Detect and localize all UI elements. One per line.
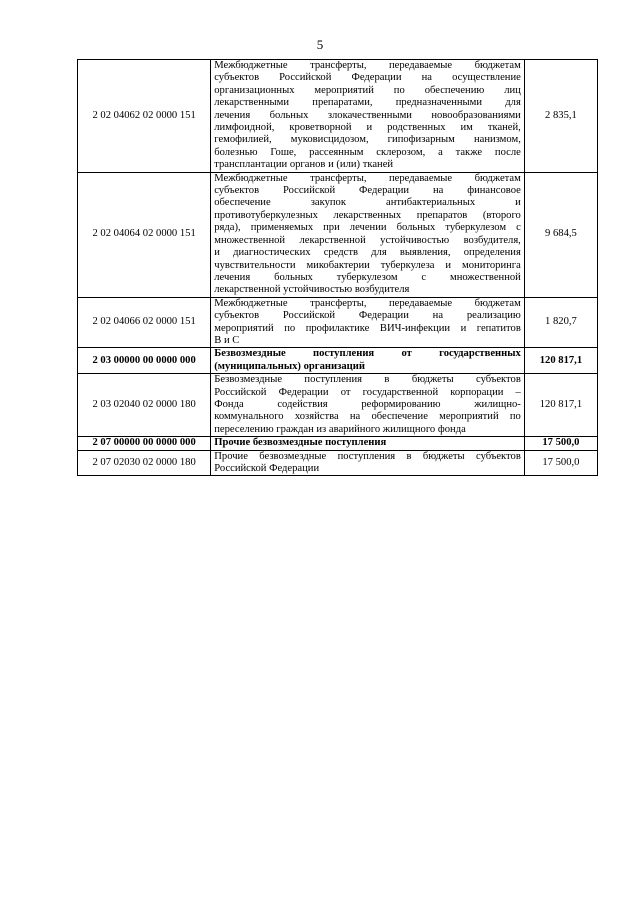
description-line: лимфоидной, кроветворной и родственных им тканей, <box>214 122 521 134</box>
description-line: субъектов Российской Федерации на реализацию <box>214 310 521 322</box>
description-line: ряда), применяемых при лечении больных туберкулезом с <box>214 222 521 234</box>
description-cell <box>211 450 525 476</box>
table-row <box>78 437 598 450</box>
description-line: коммунального хозяйства на обеспечение мероприятий по <box>214 411 521 423</box>
amount-cell: 2 835,1 <box>524 60 597 173</box>
budget-code-cell: 2 02 04064 02 0000 151 <box>78 172 211 297</box>
description-line: организационных мероприятий по обеспечению лиц <box>214 84 521 96</box>
description-line: лекарственными препаратами, предназначенными для <box>214 97 521 109</box>
budget-table <box>77 59 598 476</box>
description-line: Межбюджетные трансферты, передаваемые бюджетам <box>214 172 521 184</box>
description-line: трансплантации органов и (или) тканей <box>214 159 394 171</box>
budget-code-cell: 2 07 02030 02 0000 180 <box>78 450 211 476</box>
description-line: множественной лекарственной устойчивостью возбудителя, <box>214 234 521 246</box>
budget-code-cell: 2 02 04066 02 0000 151 <box>78 297 211 348</box>
amount-cell: 120 817,1 <box>524 374 597 437</box>
description-cell <box>211 348 525 374</box>
table-row <box>78 348 598 374</box>
description-line: Российской Федерации от государственной корпорации – <box>214 386 521 398</box>
amount-cell: 17 500,0 <box>524 450 597 476</box>
budget-code-cell: 2 02 04062 02 0000 151 <box>78 60 211 173</box>
page-number: 5 <box>316 37 324 52</box>
description-line: Российской Федерации <box>214 463 320 474</box>
description-line: гемофилией, муковисцидозом, гипофизарным нанизмом, <box>214 134 521 146</box>
budget-code-cell: 2 07 00000 00 0000 000 <box>78 437 211 450</box>
description-line: Межбюджетные трансферты, передаваемые бюджетам <box>214 297 521 309</box>
description-line: переселению граждан из аварийного жилищного фонда <box>214 423 466 435</box>
description-line: субъектов Российской Федерации на финансовое <box>214 185 521 197</box>
description-cell <box>211 172 525 297</box>
description-line: Прочие безвозмездные поступления в бюджеты субъектов <box>214 450 521 462</box>
description-line: Межбюджетные трансферты, передаваемые бюджетам <box>214 60 521 71</box>
description-line: болезнью Гоше, рассеянным склерозом, а также после <box>214 146 521 158</box>
amount-cell: 1 820,7 <box>524 297 597 348</box>
amount-cell: 9 684,5 <box>524 172 597 297</box>
description-line: обеспечение закупок антибактериальных и <box>214 197 521 209</box>
amount-cell: 17 500,0 <box>524 437 597 450</box>
amount-cell: 120 817,1 <box>524 348 597 374</box>
description-line: (муниципальных) организаций <box>214 360 365 372</box>
description-line: мероприятий по профилактике ВИЧ-инфекции и гепатитов <box>214 322 521 334</box>
table-row <box>78 297 598 348</box>
table-row <box>78 450 598 476</box>
description-line: субъектов Российской Федерации на осуществление <box>214 72 521 84</box>
table-row <box>78 172 598 297</box>
description-cell <box>211 60 525 173</box>
budget-code-cell: 2 03 02040 02 0000 180 <box>78 374 211 437</box>
description-cell <box>211 297 525 348</box>
table-row <box>78 374 598 437</box>
description-line: Прочие безвозмездные поступления <box>214 437 387 449</box>
description-line: В и С <box>214 334 240 346</box>
description-line: Безвозмездные поступления в бюджеты субъектов <box>214 374 521 386</box>
description-cell <box>211 437 525 450</box>
table-row <box>78 60 598 173</box>
budget-code-cell: 2 03 00000 00 0000 000 <box>78 348 211 374</box>
description-cell <box>211 374 525 437</box>
description-line: лечения больных туберкулезом с множественной <box>214 271 521 283</box>
description-line: лечения больных злокачественными новообразованиями <box>214 109 521 121</box>
description-line: чувствительности микобактерии туберкулеза и мониторинга <box>214 259 521 271</box>
description-line: противотуберкулезных лекарственных препаратов (второго <box>214 209 521 221</box>
description-line: лекарственной устойчивостью возбудителя <box>214 284 410 296</box>
description-line: и диагностических средств для выявления, определения <box>214 247 521 259</box>
description-line: Фонда содействия реформированию жилищно- <box>214 398 521 410</box>
description-line: Безвозмездные поступления от государственных <box>214 348 521 360</box>
